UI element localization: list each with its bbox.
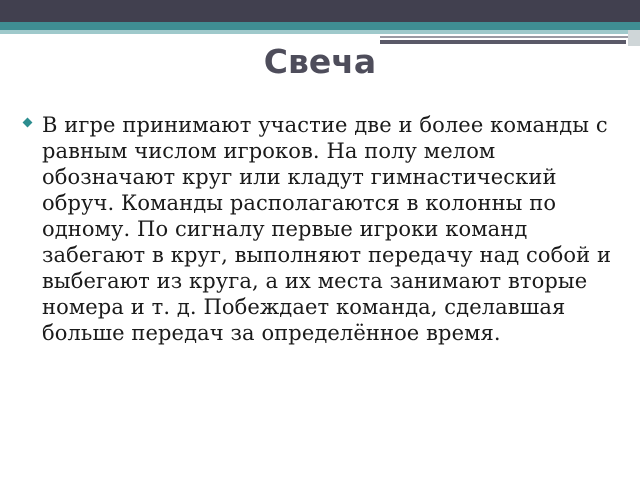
slide-content xyxy=(42,112,612,346)
bullet-icon xyxy=(23,118,33,128)
header-light-band xyxy=(0,30,640,34)
header-rule-thin xyxy=(380,36,638,38)
bullet-text: В игре принимают участие две и более команды с равным числом игроков. На полу мелом обозначают круг или кладут гимнастический обруч. Команды располагаются в колонны по одному. По сигналу первые игроки команд забегают в круг, выполняют передачу над собой и выбегают из круга, а их места занимают вторые номера и т. д. Побеждает команда, сделавшая больше передач за определённое время. xyxy=(42,113,612,345)
header-dark-band xyxy=(0,0,640,22)
header-teal-band xyxy=(0,22,640,30)
slide-title: Свеча xyxy=(263,42,377,81)
